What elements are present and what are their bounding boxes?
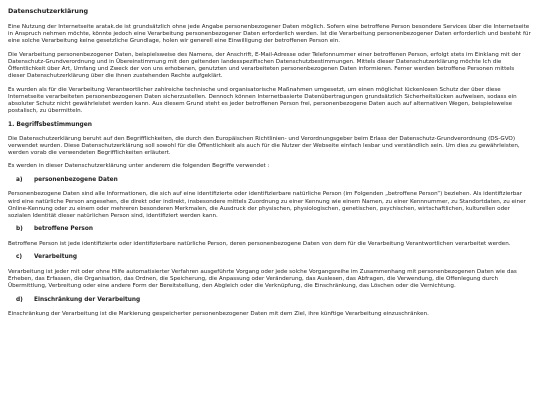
term-text: Personenbezogene Daten sind alle Informationen, die sich auf eine identifizierte oder identifizierbare natürliche Person (im Folgenden „betroffene Person“) beziehen. Als identifizierbar wird eine natürliche Person angesehen, die direkt oder indirekt, insbesondere mittels Zuordnung zu einer Kennung wie einem Namen, zu einer Kennnummer, zu Standortdaten, zu einer Online-Kennung oder zu einem oder mehreren besonderen Merkmalen, die Ausdruck der physischen, physiologischen, genetischen, psychischen, wirtschaftlichen, kulturellen oder sozialen Identität dieser natürlichen Person sind, identifiziert werden kann.: [8, 191, 526, 219]
term-text: Einschränkung der Verarbeitung ist die Markierung gespeicherter personenbezogener Daten mit dem Ziel, ihre künftige Verarbeitung einzuschränken.: [8, 311, 429, 318]
section-heading-definitions: 1. Begriffsbestimmungen: [8, 121, 92, 128]
term-letter: b): [16, 226, 23, 233]
term-data-subject: [8, 226, 532, 248]
definitions-paragraph-2: Es werden in dieser Datenschutzerklärung unter anderem die folgenden Begriffe verwendet :: [8, 163, 270, 170]
term-heading: [8, 177, 532, 185]
term-heading: [8, 297, 532, 305]
intro-paragraph-2: Die Verarbeitung personenbezogener Daten, beispielsweise des Namens, der Anschrift, E-Mail-Adresse oder Telefonnummer einer betroffenen Person, erfolgt stets im Einklang mit der Datenschutz-Grundverordnung und in Übereinstimmung mit den geltenden landesspezifischen Datenschutzbestimmungen. Mittels dieser Datenschutzerklärung möchte Ich die Öffentlichkeit über Art, Umfang und Zweck der von uns erhobenen, genutzten und verarbeiteten personenbezogenen Daten informieren. Ferner werden betroffene Personen mittels dieser Datenschutzerklärung über die ihnen zustehenden Rechte aufgeklärt.: [8, 51, 521, 80]
term-heading: [8, 254, 532, 262]
term-letter: a): [16, 176, 23, 183]
term-name: Verarbeitung: [34, 254, 77, 261]
definitions-paragraph-1: Die Datenschutzerklärung beruht auf den Begrifflichkeiten, die durch den Europäischen Richtlinien- und Verordnungsgeber beim Erlass der Datenschutz-Grundverordnung (DS-GVO) verwendet wurden. Diese Datenschutzerklärung soll sowohl für die Öffentlichkeit als auch für die Nutzer der Webseite einfach lesbar und verständlich sein. Um dies zu gewährleisten, werden vorab die verwendeten Begrifflichkeiten erläutert.: [8, 135, 520, 156]
term-heading: [8, 226, 532, 234]
term-text: Betroffene Person ist jede identifizierte oder identifizierbare natürliche Person, deren personenbezogene Daten von dem für die Verarbeitung Verantwortlichen verarbeitet werden.: [8, 240, 511, 247]
term-name: betroffene Person: [34, 226, 93, 233]
term-processing: [8, 254, 532, 290]
intro-paragraph-3: Es wurden als für die Verarbeitung Verantwortlicher zahlreiche technische und organisatorische Maßnahmen umgesetzt, um einen möglichst lückenlosen Schutz der über diese Internetseite verarbeiteten personenbezogenen Daten sicherzustellen. Dennoch können Internetbasierte Datenübertragungen grundsätzlich Sicherheitslücken aufweisen, sodass ein absoluter Schutz nicht gewährleistet werden kann. Aus diesem Grund steht es jeder betroffenen Person frei, personenbezogene Daten auch auf alternativen Wegen, beispielsweise postalisch, zu übermitteln.: [8, 86, 517, 114]
term-text: Verarbeitung ist jeder mit oder ohne Hilfe automatisierter Verfahren ausgeführte Vorgang oder jede solche Vorgangsreihe im Zusammenhang mit personenbezogenen Daten wie das Erheben, das Erfassen, die Organisation, das Ordnen, die Speicherung, die Anpassung oder Veränderung, das Auslesen, das Abfragen, die Verwendung, die Offenlegung durch Übermittlung, Verbreitung oder eine andere Form der Bereitstellung, den Abgleich oder die Verknüpfung, die Einschränkung, das Löschen oder die Vernichtung.: [8, 268, 517, 290]
term-name: Einschränkung der Verarbeitung: [34, 296, 141, 303]
term-restriction-of-processing: [8, 297, 532, 319]
term-personal-data: [8, 177, 532, 220]
page-title: Datenschutzerklärung: [8, 7, 89, 15]
term-letter: c): [16, 254, 23, 261]
term-name: personenbezogene Daten: [34, 176, 118, 183]
term-letter: d): [16, 296, 23, 303]
intro-paragraph-1: Eine Nutzung der Internetseite aratak.de ist grundsätzlich ohne jede Angabe personenbezogener Daten möglich. Sofern eine betroffene Person besondere Services über die Internetseite in Anspruch nehmen möchte, könnte jedoch eine Verarbeitung personenbezogener Daten erforderlich werden. Ist die Verarbeitung personenbezogener Daten erforderlich und besteht für eine solche Verarbeitung keine gesetzliche Grundlage, holen wir generell eine Einwilligung der betroffenen Person ein.: [8, 24, 531, 45]
